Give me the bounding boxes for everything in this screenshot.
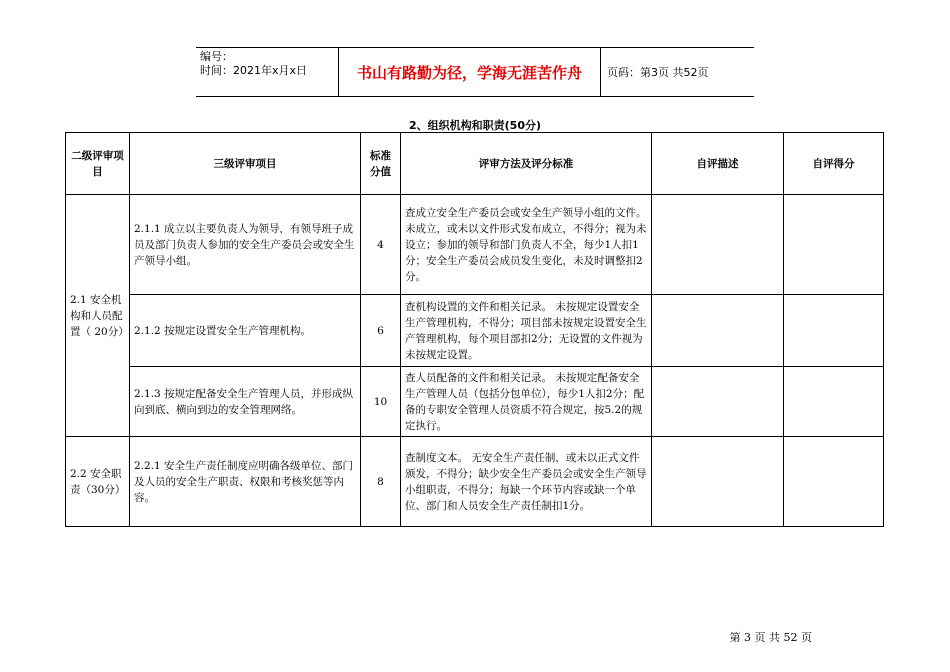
- page-footer: 第 3 页 共 52 页: [729, 631, 812, 644]
- secondary-item-cell: 2.2 安全职责（30分）: [66, 437, 130, 527]
- self-score-cell: [784, 367, 884, 437]
- col-header-tertiary: 三级评审项目: [130, 133, 361, 195]
- method-cell: 查机构设置的文件和相关记录。 未按规定设置安全生产管理机构，不得分；项目部未按规定设置安全生产管理机构，每个项目部扣2分；无设置的文件视为未按规定设置。: [401, 295, 652, 367]
- col-header-method: 评审方法及评分标准: [401, 133, 652, 195]
- table-row: [66, 367, 884, 437]
- method-cell: 查成立安全生产委员会或安全生产领导小组的文件。 未成立，或未以文件形式发布成立，不得分；视为未设立；参加的领导和部门负责人不全，每少1人扣1分；安全生产委员会成员发生变化，未及时调整扣2分。: [401, 195, 652, 295]
- col-header-score: 标准分值: [361, 133, 401, 195]
- header-page-label: 页码：第3页 共52页: [607, 66, 709, 79]
- self-desc-cell: [652, 295, 784, 367]
- number-label: 编号：: [200, 50, 233, 63]
- col-header-secondary: 二级评审项目: [66, 133, 130, 195]
- score-cell: 10: [361, 367, 401, 437]
- self-desc-cell: [652, 437, 784, 527]
- time-label: 时间：2021年x月x日: [200, 64, 308, 77]
- self-score-cell: [784, 195, 884, 295]
- document-header: [196, 47, 754, 97]
- table-row: [66, 295, 884, 367]
- col-header-self-score: 自评得分: [784, 133, 884, 195]
- method-cell: 查制度文本。 无安全生产责任制，或未以正式文件颁发，不得分；缺少安全生产委员会或安全生产领导小组职责，不得分；每缺一个环节内容或缺一个单位、部门和人员安全生产责任制扣1分。: [401, 437, 652, 527]
- header-motto: 书山有路勤为径，学海无涯苦作舟: [339, 48, 601, 96]
- tertiary-item-cell: 2.1.3 按规定配备安全生产管理人员，并形成纵向到底、横向到边的安全管理网络。: [130, 367, 361, 437]
- tertiary-item-cell: 2.1.1 成立以主要负责人为领导，有领导班子成员及部门负责人参加的安全生产委员会或安全生产领导小组。: [130, 195, 361, 295]
- tertiary-item-cell: 2.1.2 按规定设置安全生产管理机构。: [130, 295, 361, 367]
- col-header-self-desc: 自评描述: [652, 133, 784, 195]
- self-score-cell: [784, 295, 884, 367]
- self-desc-cell: [652, 367, 784, 437]
- secondary-item-cell: 2.1 安全机构和人员配置（ 20分）: [66, 195, 130, 437]
- tertiary-item-cell: 2.2.1 安全生产责任制度应明确各级单位、部门及人员的安全生产职责、权限和考核奖惩等内容。: [130, 437, 361, 527]
- table-row: [66, 437, 884, 527]
- table-row: [66, 195, 884, 295]
- self-score-cell: [784, 437, 884, 527]
- score-cell: 4: [361, 195, 401, 295]
- score-cell: 6: [361, 295, 401, 367]
- header-meta: [196, 48, 339, 96]
- section-title: 2、组织机构和职责(50分): [408, 119, 541, 132]
- evaluation-table: [65, 132, 884, 527]
- table-header-row: [66, 133, 884, 195]
- score-cell: 8: [361, 437, 401, 527]
- method-cell: 查人员配备的文件和相关记录。 未按规定配备安全生产管理人员（包括分包单位），每少1人扣2分；配备的专职安全管理人员资质不符合规定，按5.2的规定执行。: [401, 367, 652, 437]
- self-desc-cell: [652, 195, 784, 295]
